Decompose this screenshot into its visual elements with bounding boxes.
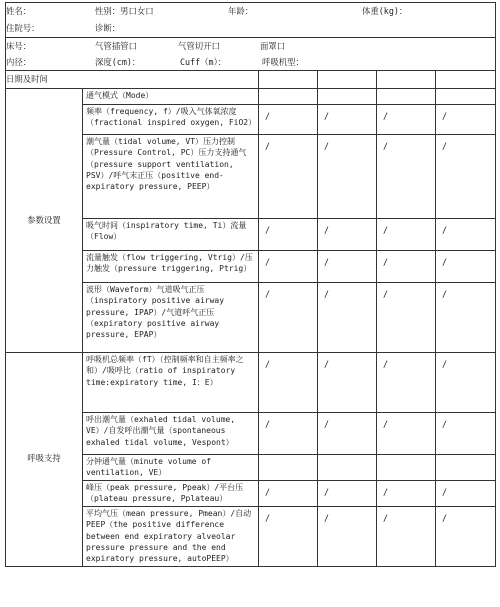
parameter-label: 分钟通气量（minute volume of ventilation, VE）	[83, 455, 259, 481]
datetime-col-sep-4	[435, 70, 436, 88]
value-cell[interactable]: /	[436, 135, 496, 219]
parameter-label: 峰压（peak pressure, Ppeak）/平台压（plateau pressure, Pplateau）	[83, 481, 259, 507]
diagnosis-label: 诊断：	[95, 23, 121, 33]
value-cell[interactable]: /	[436, 481, 496, 507]
value-cell[interactable]: /	[259, 105, 318, 135]
frame-right	[495, 2, 496, 88]
section-category: 呼吸支持	[6, 353, 83, 567]
tracheal-intubation-checkbox[interactable]: 气管插管口	[95, 41, 137, 51]
parameter-label: 潮气量（tidal volume, VT）压力控制（Pressure Control, PC）压力支持通气（pressure support ventilation, PSV）/呼气末正压（positive end-expiratory pressure, PEEP）	[83, 135, 259, 219]
value-cell[interactable]	[259, 455, 318, 481]
ventilator-model-label: 呼吸机型：	[262, 57, 304, 67]
value-cell[interactable]: /	[436, 353, 496, 413]
value-cell[interactable]	[377, 89, 436, 105]
value-cell[interactable]	[259, 89, 318, 105]
header-divider	[5, 37, 495, 38]
value-cell[interactable]: /	[318, 283, 377, 353]
value-cell[interactable]: /	[436, 413, 496, 455]
value-cell[interactable]: /	[259, 353, 318, 413]
value-cell[interactable]: /	[436, 219, 496, 251]
value-cell[interactable]: /	[377, 135, 436, 219]
value-cell[interactable]: /	[318, 413, 377, 455]
value-cell[interactable]: /	[377, 251, 436, 283]
inner-diameter-label: 内径：	[6, 57, 32, 67]
age-label: 年龄：	[228, 6, 254, 16]
parameter-label: 呼吸机总频率（fT）（控制频率和自主频率之和）/吸呼比（ratio of inspiratory time:expiratory time, I：E）	[83, 353, 259, 413]
value-cell[interactable]: /	[259, 283, 318, 353]
value-cell[interactable]	[318, 89, 377, 105]
value-cell[interactable]: /	[377, 507, 436, 567]
value-cell[interactable]: /	[318, 353, 377, 413]
value-cell[interactable]	[377, 455, 436, 481]
value-cell[interactable]: /	[318, 135, 377, 219]
name-label: 姓名：	[6, 6, 32, 16]
datetime-label: 日期及时间	[6, 74, 48, 84]
value-cell[interactable]: /	[377, 353, 436, 413]
value-cell[interactable]: /	[377, 283, 436, 353]
datetime-col-sep-2	[317, 70, 318, 88]
section-category: 参数设置	[6, 89, 83, 353]
value-cell[interactable]: /	[436, 283, 496, 353]
parameter-label: 通气模式（Mode）	[83, 89, 259, 105]
parameter-label: 波形（Waveform）气道吸气正压（inspiratory positive airway pressure, IPAP）/气道呼气正压（expiratory positive airway pressure, EPAP）	[83, 283, 259, 353]
weight-label: 体重(kg)：	[362, 6, 408, 16]
value-cell[interactable]: /	[436, 105, 496, 135]
value-cell[interactable]	[318, 455, 377, 481]
parameter-label: 频率（frequency, f）/吸入气体氧浓度（fractional inspired oxygen, FiO2）	[83, 105, 259, 135]
value-cell[interactable]: /	[377, 219, 436, 251]
value-cell[interactable]: /	[436, 507, 496, 567]
value-cell[interactable]: /	[318, 251, 377, 283]
value-cell[interactable]: /	[436, 251, 496, 283]
bed-number-label: 床号：	[6, 41, 32, 51]
value-cell[interactable]: /	[318, 481, 377, 507]
value-cell[interactable]: /	[377, 105, 436, 135]
value-cell[interactable]: /	[259, 251, 318, 283]
cuff-label: Cuff（m）：	[180, 57, 227, 67]
value-cell[interactable]: /	[259, 135, 318, 219]
parameter-label: 流量触发（flow triggering, Vtrig）/压力触发（pressure triggering, Ptrig）	[83, 251, 259, 283]
value-cell[interactable]: /	[318, 507, 377, 567]
value-cell[interactable]	[436, 89, 496, 105]
depth-label: 深度(cm)：	[95, 57, 141, 67]
value-cell[interactable]: /	[377, 413, 436, 455]
frame-left	[5, 2, 6, 88]
value-cell[interactable]: /	[259, 219, 318, 251]
parameter-label: 平均气压（mean pressure, Pmean）/自动PEEP（the positive difference between end expiratory alveolar pressure pressure and the end expiratory pressure, autoPEEP）	[83, 507, 259, 567]
mask-checkbox[interactable]: 面罩口	[260, 41, 286, 51]
datetime-col-sep-1	[258, 70, 259, 88]
value-cell[interactable]: /	[259, 481, 318, 507]
gender-label: 性别：男口女口	[95, 6, 154, 16]
admission-number-label: 住院号：	[6, 23, 40, 33]
parameter-table	[5, 88, 496, 567]
tracheotomy-checkbox[interactable]: 气管切开口	[178, 41, 220, 51]
value-cell[interactable]: /	[259, 413, 318, 455]
parameter-label: 吸气时间（inspiratory time, Ti）流量（Flow）	[83, 219, 259, 251]
table-row	[6, 89, 496, 105]
parameter-label: 呼出潮气量（exhaled tidal volume, VE）/自发呼出潮气量（spontaneous exhaled tidal volume, Vespont）	[83, 413, 259, 455]
value-cell[interactable]: /	[259, 507, 318, 567]
value-cell[interactable]: /	[318, 219, 377, 251]
value-cell[interactable]: /	[318, 105, 377, 135]
frame-top	[5, 2, 495, 3]
datetime-col-sep-3	[376, 70, 377, 88]
value-cell[interactable]: /	[377, 481, 436, 507]
datetime-top-line	[5, 70, 495, 71]
table-row	[6, 353, 496, 413]
value-cell[interactable]	[436, 455, 496, 481]
